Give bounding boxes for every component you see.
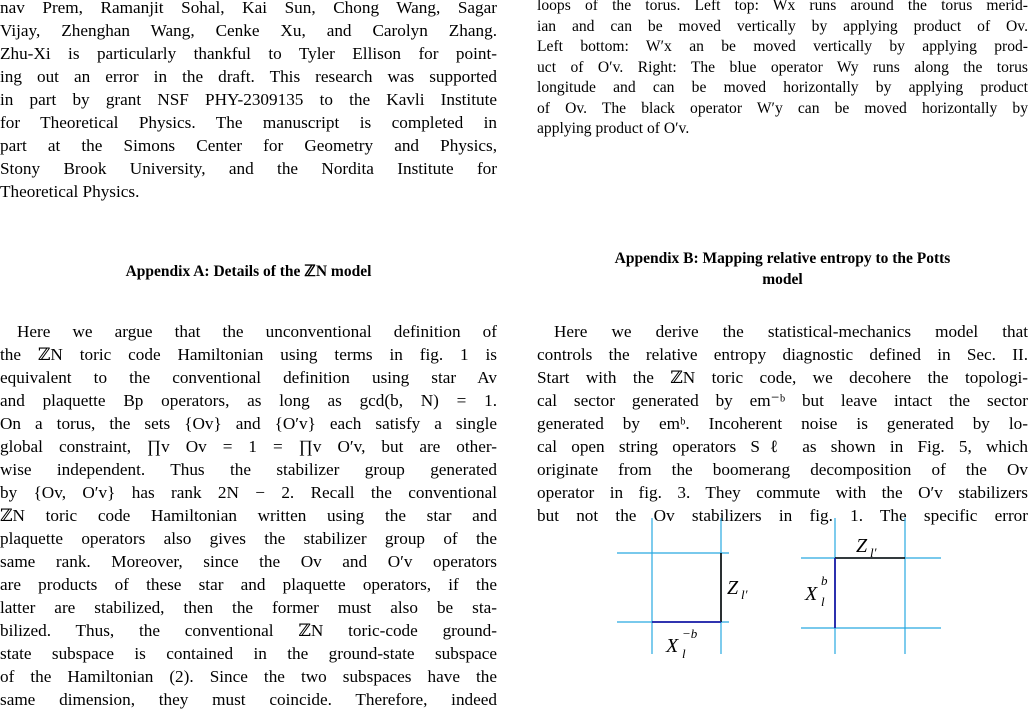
text-line: same dimension, they must coincide. Therefore, indeed bbox=[0, 690, 497, 709]
appendix-a-heading bbox=[0, 261, 497, 282]
caption-line: loops of the torus. Left top: Wx runs around the torus merid- bbox=[537, 0, 1028, 14]
caption-line: ian and can be moved vertically by applying product of Ov. bbox=[537, 17, 1028, 35]
text-line: of the Hamiltonian (2). Since the two subspaces have the bbox=[0, 667, 497, 686]
text-line: Zhu-Xi is particularly thankful to Tyler Ellison for point- bbox=[0, 44, 497, 63]
caption-line: longitude and can be moved horizontally by applying product bbox=[537, 79, 1028, 96]
left-grid bbox=[617, 518, 729, 654]
text-line: Theoretical Physics. bbox=[0, 182, 140, 201]
appendix-b-heading-line-2: model bbox=[762, 271, 803, 288]
text-line: the ℤN toric code Hamiltonian using terms in fig. 1 is bbox=[0, 345, 497, 364]
text-line: by {Ov, O′v} has rank 2N − 2. Recall the conventional bbox=[0, 483, 497, 502]
text-line: nav Prem, Ramanjit Sohal, Kai Sun, Chong Wang, Sagar bbox=[0, 0, 497, 17]
text-line: Start with the ℤN toric code, we decohere the topologi- bbox=[537, 368, 1028, 387]
svg-text:Z: Z bbox=[727, 577, 739, 599]
figure-5-diagram bbox=[537, 512, 1028, 692]
text-line: generated by emᵇ. Incoherent noise is generated by lo- bbox=[537, 414, 1028, 433]
text-line: same rank. Moreover, since the Ov and O′v operators bbox=[0, 552, 497, 571]
appendix-a-heading-text: Appendix A: Details of the ℤN model bbox=[125, 263, 372, 280]
text-line: Vijay, Zhenghan Wang, Cenke Xu, and Carolyn Zhang. bbox=[0, 21, 497, 40]
appendix-a-paragraph bbox=[0, 320, 497, 711]
acknowledgments-paragraph bbox=[0, 0, 497, 203]
svg-text:l′: l′ bbox=[870, 545, 877, 560]
text-line: equivalent to the conventional definition using star Av bbox=[0, 368, 497, 387]
x-label-left bbox=[665, 626, 698, 661]
text-line: bilized. Thus, the conventional ℤN toric-code ground- bbox=[0, 621, 497, 640]
text-line: Here we derive the statistical-mechanics model that bbox=[554, 322, 1028, 341]
text-line: for Theoretical Physics. The manuscript is completed in bbox=[0, 113, 497, 132]
text-line: cal open string operators Sℓ as shown in Fig. 5, which bbox=[537, 437, 1028, 456]
caption-line: Left bottom: W′x an be moved vertically by applying prod- bbox=[537, 38, 1028, 55]
caption-line: applying product of O′v. bbox=[537, 120, 690, 137]
text-line: operator in fig. 3. They commute with the O′v stabilizers bbox=[537, 483, 1028, 502]
text-line: Stony Brook University, and the Nordita Institute for bbox=[0, 159, 497, 178]
appendix-b-heading bbox=[537, 248, 1028, 290]
appendix-b-paragraph bbox=[537, 320, 1028, 527]
text-line: state subspace is contained in the ground-state subspace bbox=[0, 644, 497, 663]
text-line: are products of these star and plaquette operators, if the bbox=[0, 575, 497, 594]
text-line: On a torus, the sets {Ov} and {O′v} each satisfy a single bbox=[0, 414, 497, 433]
text-line: Here we argue that the unconventional definition of bbox=[17, 322, 497, 341]
caption-line: uct of O′v. Right: The blue operator Wy runs along the torus bbox=[537, 58, 1028, 76]
svg-text:b: b bbox=[821, 573, 828, 588]
svg-text:−b: −b bbox=[682, 626, 698, 641]
figure-caption bbox=[537, 0, 1028, 140]
text-line: part at the Simons Center for Geometry and Physics, bbox=[0, 136, 497, 155]
appendix-b-heading-line-1: Appendix B: Mapping relative entropy to the Potts bbox=[614, 250, 951, 267]
text-line: controls the relative entropy diagnostic defined in Sec. II. bbox=[537, 345, 1028, 364]
text-line: and plaquette Bp operators, as long as gcd(b, N) = 1. bbox=[0, 391, 497, 410]
svg-text:l: l bbox=[821, 594, 825, 609]
text-line: but not the Ov stabilizers in fig. 1. The specific error bbox=[537, 506, 1028, 525]
text-line: cal sector generated by em⁻ᵇ but leave intact the sector bbox=[537, 391, 1028, 410]
text-line: ℤN toric code Hamiltonian written using the star and bbox=[0, 506, 497, 525]
x-label-right bbox=[804, 573, 828, 609]
text-line: latter are stabilized, then the former must also be sta- bbox=[0, 598, 497, 617]
text-line: wise independent. Thus the stabilizer group generated bbox=[0, 460, 497, 479]
text-line: plaquette operators also gives the stabilizer group of the bbox=[0, 529, 497, 548]
text-line: originate from the boomerang decomposition of the Ov bbox=[537, 460, 1028, 479]
svg-text:Z: Z bbox=[856, 535, 868, 557]
svg-text:l′: l′ bbox=[741, 587, 748, 602]
caption-line: of Ov. The black operator W′y can be moved horizontally by bbox=[537, 99, 1028, 117]
z-label-left bbox=[727, 577, 748, 602]
text-line: in part by grant NSF PHY-2309135 to the Kavli Institute bbox=[0, 90, 497, 109]
z-label-right bbox=[856, 535, 877, 560]
svg-text:l: l bbox=[682, 646, 686, 661]
text-line: ing out an error in the draft. This research was supported bbox=[0, 67, 497, 86]
svg-text:X: X bbox=[666, 635, 679, 657]
svg-text:X: X bbox=[805, 583, 818, 605]
text-line: global constraint, ∏v Ov = 1 = ∏v O′v, but are other- bbox=[0, 437, 497, 456]
